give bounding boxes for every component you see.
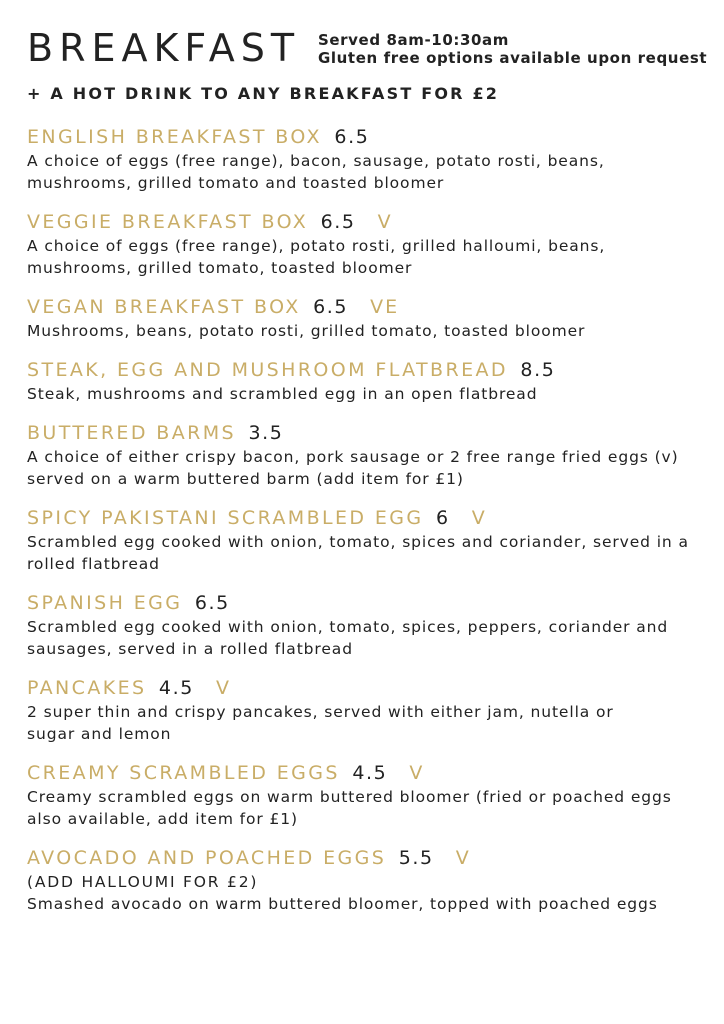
menu-items [27,124,707,930]
menu-item-buttered-barms [27,420,707,490]
item-name: BUTTERED BARMS [27,422,236,444]
item-title [27,675,707,701]
item-name: STEAK, EGG AND MUSHROOM FLATBREAD [27,359,508,381]
item-title [27,845,707,871]
item-price: 6 [436,507,450,529]
item-description-line: Steak, mushrooms and scrambled egg in an open flatbread [27,385,538,403]
served-info [318,31,707,67]
page-title: BREAKFAST [27,26,301,70]
item-name: ENGLISH BREAKFAST BOX [27,126,322,148]
item-description-line: Scrambled egg cooked with onion, tomato, spices and coriander, served in a [27,533,689,551]
menu-item-spanish-egg [27,590,707,660]
item-description-line: also available, add item for £1) [27,810,298,828]
item-price: 4.5 [352,762,388,784]
menu-item-veggie-breakfast-box [27,209,707,279]
item-description-line: Mushrooms, beans, potato rosti, grilled tomato, toasted bloomer [27,322,586,340]
item-name: SPANISH EGG [27,592,183,614]
item-title [27,420,707,446]
item-price: 6.5 [313,296,349,318]
hot-drink-offer: + A HOT DRINK TO ANY BREAKFAST FOR £2 [27,84,500,103]
item-description-line: A choice of either crispy bacon, pork sausage or 2 free range fried eggs (v) [27,448,679,466]
item-title [27,505,707,531]
item-name: VEGGIE BREAKFAST BOX [27,211,309,233]
item-description-line: Scrambled egg cooked with onion, tomato, spices, peppers, coriander and [27,618,669,636]
menu-item-pancakes [27,675,707,745]
item-title [27,294,707,320]
item-price: 6.5 [194,592,230,614]
item-price: 5.5 [398,847,434,869]
menu-item-steak-egg-mushroom-flatbread [27,357,707,405]
menu-item-spicy-pakistani-scrambled-egg [27,505,707,575]
item-addon-note: (ADD HALLOUMI FOR £2) [27,873,259,891]
diet-badge: V [455,847,471,869]
item-description-line: served on a warm buttered barm (add item for £1) [27,470,464,488]
diet-badge: V [215,677,231,699]
menu-item-vegan-breakfast-box [27,294,707,342]
diet-badge: V [377,211,393,233]
item-title [27,124,707,150]
item-name: SPICY PAKISTANI SCRAMBLED EGG [27,507,424,529]
item-description-line: mushrooms, grilled tomato and toasted bloomer [27,174,445,192]
item-description-line: sugar and lemon [27,725,172,743]
item-description-line: A choice of eggs (free range), potato rosti, grilled halloumi, beans, [27,237,606,255]
item-price: 8.5 [520,359,556,381]
diet-badge: V [471,507,487,529]
item-description-line: mushrooms, grilled tomato, toasted bloomer [27,259,413,277]
item-name: CREAMY SCRAMBLED EGGS [27,762,340,784]
item-description-line: rolled flatbread [27,555,160,573]
diet-badge: VE [370,296,400,318]
menu-item-avocado-and-poached-eggs [27,845,707,915]
menu-item-creamy-scrambled-eggs [27,760,707,830]
served-hours: Served 8am-10:30am [318,31,509,49]
gluten-free-note: Gluten free options available upon request [318,49,708,67]
item-title [27,590,707,616]
item-price: 6.5 [334,126,370,148]
item-title [27,357,707,383]
item-name: PANCAKES [27,677,147,699]
item-description-line: 2 super thin and crispy pancakes, served with either jam, nutella or [27,703,614,721]
item-description-line: sausages, served in a rolled flatbread [27,640,353,658]
item-price: 6.5 [320,211,356,233]
item-title [27,209,707,235]
menu-item-english-breakfast-box [27,124,707,194]
item-price: 4.5 [158,677,194,699]
item-description-line: Smashed avocado on warm buttered bloomer, topped with poached eggs [27,895,658,913]
item-title [27,760,707,786]
diet-badge: V [409,762,425,784]
item-description-line: A choice of eggs (free range), bacon, sausage, potato rosti, beans, [27,152,605,170]
item-description-line: Creamy scrambled eggs on warm buttered bloomer (fried or poached eggs [27,788,672,806]
item-price: 3.5 [248,422,284,444]
item-name: VEGAN BREAKFAST BOX [27,296,301,318]
item-name: AVOCADO AND POACHED EGGS [27,847,387,869]
